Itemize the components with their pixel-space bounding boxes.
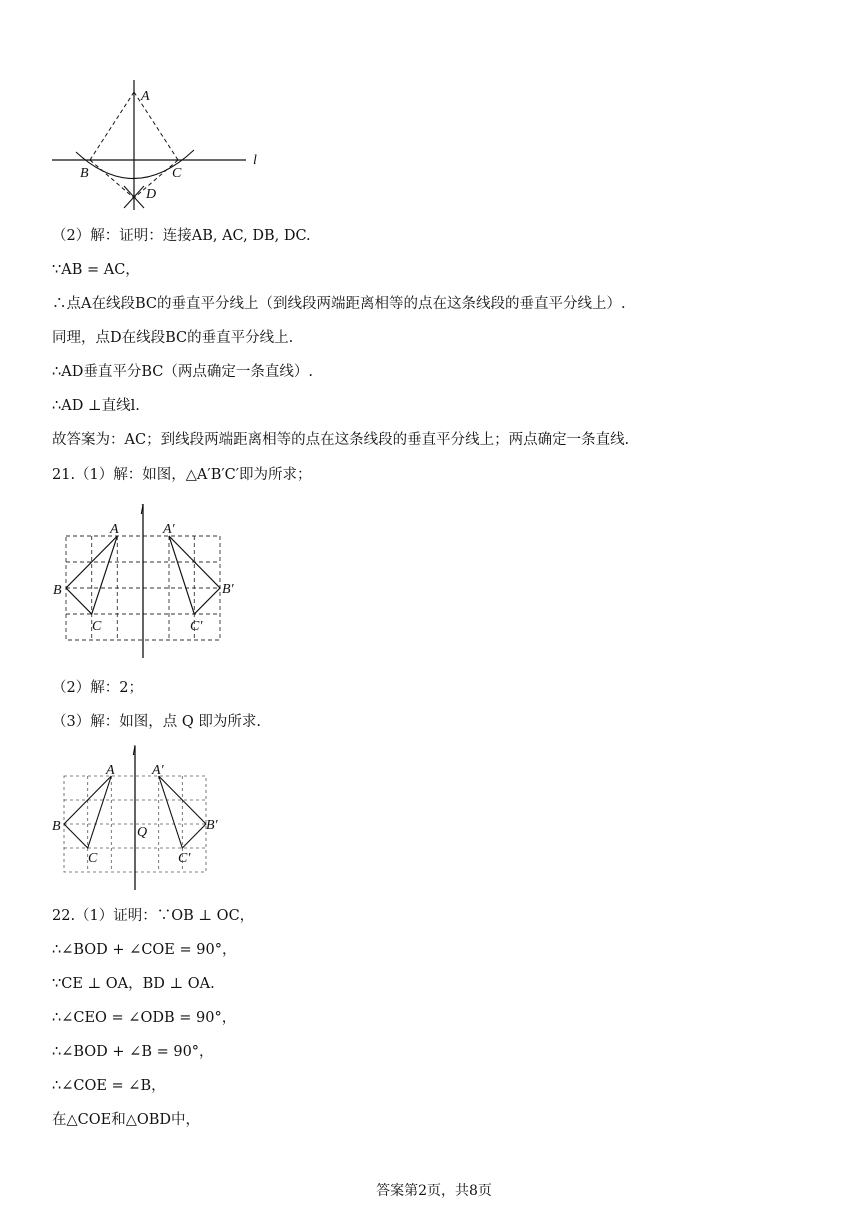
label-b-prime: B′ [206,818,218,833]
text-line: 在△COE和△OBD中， [52,1112,201,1128]
label-l: l [132,744,136,759]
text-line: ∵AB = AC， [52,262,140,278]
text-line: 22.（1）证明：∵OB ⊥ OC， [52,908,255,924]
text-line: ∴AD ⊥直线l. [52,398,140,414]
label-b-prime: B′ [222,582,234,597]
label-d: D [146,187,157,202]
label-b: B [52,819,61,834]
text-line: ∴AD垂直平分BC（两点确定一条直线）. [52,364,313,380]
label-b: B [53,583,62,598]
question-21-1: 21.（1）解：如图，△A′B′C′即为所求； [52,467,312,483]
label-c: C [92,619,102,634]
text-line: ∴点A在线段BC的垂直平分线上（到线段两端距离相等的点在这条线段的垂直平分线上）. [52,296,626,312]
label-a-prime: A′ [163,522,175,537]
label-a: A [106,763,115,778]
label-a-prime: A′ [152,763,164,778]
segment-ab [90,92,134,160]
label-c: C [88,851,98,866]
text-line: ∴∠COE = ∠B， [52,1078,166,1094]
segment-bd [90,160,134,198]
text-line: ∴∠BOD + ∠COE = 90°， [52,942,237,958]
label-a: A [110,522,119,537]
label-c-prime: C′ [178,851,191,866]
label-l: l [253,153,257,168]
reflection-figure-2 [48,742,238,892]
text-line: 同理，点D在线段BC的垂直平分线上. [52,330,294,346]
question-21-2: （2）解：2； [52,680,143,696]
label-c: C [172,166,182,181]
text-line: ∵CE ⊥ OA，BD ⊥ OA. [52,976,215,992]
label-l: l [140,503,144,518]
question-21-3: （3）解：如图，点 Q 即为所求. [52,714,261,730]
label-b: B [80,166,89,181]
reflection-figure-1 [50,498,250,663]
construction-figure [48,78,278,213]
label-c-prime: C′ [190,619,203,634]
text-line: 故答案为：AC；到线段两端距离相等的点在这条线段的垂直平分线上；两点确定一条直线. [52,432,630,448]
text-line: ∴∠CEO = ∠ODB = 90°， [52,1010,237,1026]
text-line: ∴∠BOD + ∠B = 90°， [52,1044,214,1060]
label-a: A [141,89,150,104]
text-line: （2）解：证明：连接AB, AC, DB, DC. [52,228,311,244]
page-footer: 答案第2页，共8页 [376,1183,492,1199]
label-q: Q [137,825,148,840]
